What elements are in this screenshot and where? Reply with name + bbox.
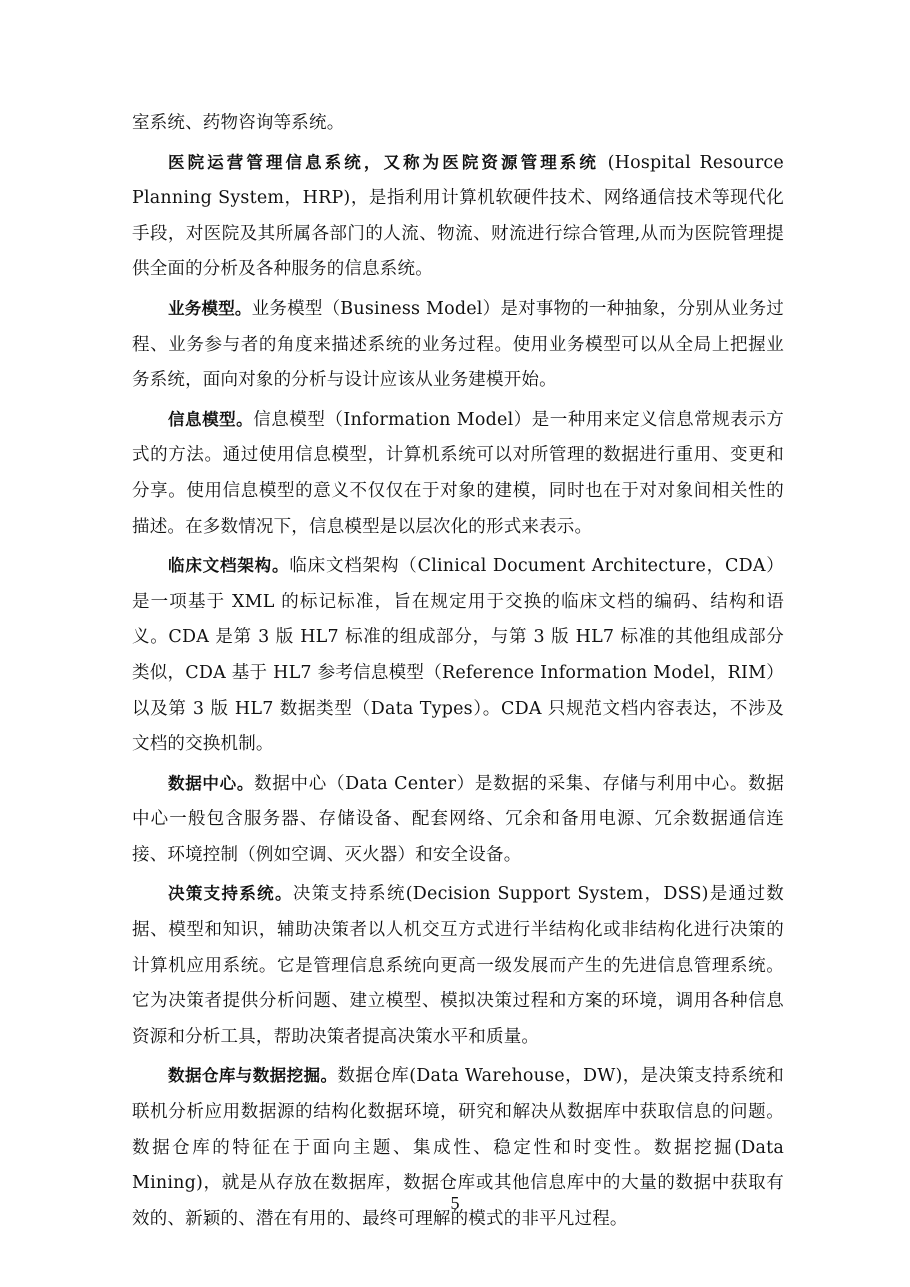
paragraph-cda (132, 548, 784, 763)
paragraph-data-center (132, 766, 784, 874)
paragraph-text: 决策支持系统(Decision Support System，DSS)是通过数据、模型和知识，辅助决策者以人机交互方式进行半结构化或非结构化进行决策的计算机应用系统。它是管理信息系统向更高一级发展而产生的先进信息管理系统。它为决策者提供分析问题、建立模型、模拟决策过程和方案的环境，调用各种信息资源和分析工具，帮助决策者提高决策水平和质量。 (132, 884, 785, 1047)
paragraph-text: 信息模型（Information Model）是一种用来定义信息常规表示方式的方法。通过使用信息模型，计算机系统可以对所管理的数据进行重用、变更和分享。使用信息模型的意义不仅仅在于对象的建模，同时也在于对对象间相关性的描述。在多数情况下，信息模型是以层次化的形式来表示。 (132, 409, 784, 537)
term-dss: 决策支持系统。 (168, 884, 293, 904)
paragraph-text: 数据中心（Data Center）是数据的采集、存储与利用中心。数据中心一般包含服务器、存储设备、配套网络、冗余和备用电源、冗余数据通信连接、环境控制（例如空调、灭火器）和安全设备。 (132, 773, 785, 865)
paragraph-continuation (132, 106, 784, 142)
paragraph-text: (Hospital Resource Planning System，HRP)，是指利用计算机软硬件技术、网络通信技术等现代化手段，对医院及其所属各部门的人流、物流、财流进行综合管理,从而为医院管理提供全面的分析及各种服务的信息系统。 (132, 152, 784, 280)
document-page (132, 106, 784, 1240)
paragraph-text: 数据仓库(Data Warehouse，DW)，是决策支持系统和联机分析应用数据源的结构化数据环境，研究和解决从数据库中获取信息的问题。数据仓库的特征在于面向主题、集成性、稳定性和时变性。数据挖掘(Data Mining)，就是从存放在数据库，数据仓库或其他信息库中的大量的数据中获取有效的、新颖的、潜在有用的、最终可理解的模式的非平凡过程。 (132, 1066, 785, 1229)
paragraph-business-model (132, 291, 784, 399)
paragraph-information-model (132, 402, 784, 545)
paragraph-hrp (132, 145, 784, 288)
term-hrp: 医院运营管理信息系统，又称为医院资源管理系统 (168, 152, 599, 172)
term-data-warehouse: 数据仓库与数据挖掘。 (168, 1066, 338, 1086)
term-cda: 临床文档架构。 (168, 556, 290, 576)
paragraph-text: 业务模型（Business Model）是对事物的一种抽象，分别从业务过程、业务参与者的角度来描述系统的业务过程。使用业务模型可以从全局上把握业务系统，面向对象的分析与设计应该从业务建模开始。 (132, 298, 785, 391)
paragraph-text: 室系统、药物咨询等系统。 (132, 113, 345, 133)
term-data-center: 数据中心。 (168, 773, 255, 793)
term-information-model: 信息模型。 (168, 409, 254, 429)
paragraph-text: 临床文档架构（Clinical Document Architecture，CDA）是一项基于 XML 的标记标准，旨在规定用于交换的临床文档的编码、结构和语义。CDA 是第 3 版 HL7 标准的组成部分，与第 3 版 HL7 标准的其他组成部分类似，CDA 基于 HL7 参考信息模型（Reference Information Model，RIM）以及第 3 版 HL7 数据类型（Data Types）。CDA 只规范文档内容表达，不涉及文档的交换机制。 (132, 556, 784, 755)
term-business-model: 业务模型。 (168, 298, 252, 318)
page-number: 5 (450, 1193, 460, 1213)
paragraph-dss (132, 876, 784, 1055)
